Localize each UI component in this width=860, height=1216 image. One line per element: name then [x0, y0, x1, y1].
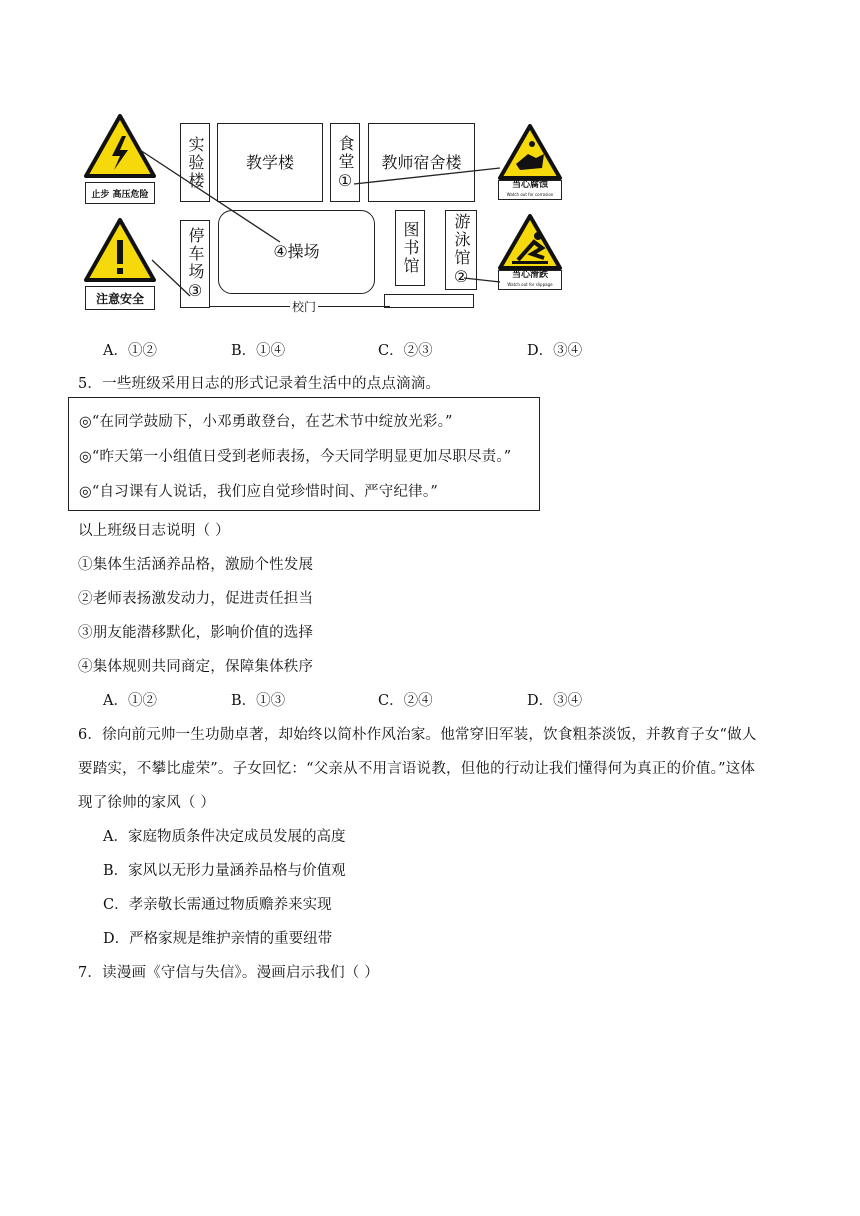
q6-stem-line: 6．徐向前元帅一生功勋卓著，却始终以简朴作风治家。他常穿旧军装，饮食粗茶淡饭，并教育子女“做人	[78, 727, 757, 743]
dorm-building: 教师宿舍楼	[368, 123, 475, 202]
slippery-label-en: Watch out for slippage	[507, 282, 553, 287]
playground: ④操场	[218, 210, 375, 294]
pool-mark: ②	[453, 267, 469, 286]
q6-option-b[interactable]: B．家风以无形力量涵养品格与价值观	[103, 863, 346, 879]
q5-option-a[interactable]: A．①②	[103, 693, 157, 709]
canteen-mark: ①	[337, 170, 353, 190]
q6-option-d[interactable]: D．严格家规是维护亲情的重要纽带	[103, 931, 333, 947]
q5-option-b[interactable]: B．①③	[231, 693, 286, 709]
pool-label: 游泳馆	[452, 213, 471, 267]
corrosion-label: 当心腐蚀	[511, 180, 548, 190]
q4-option-b[interactable]: B．①④	[231, 343, 286, 359]
q5-item: ①集体生活涵养品格，激励个性发展	[78, 557, 314, 573]
q5-option-c[interactable]: C．②④	[378, 693, 433, 709]
parking-mark: ③	[187, 281, 203, 300]
q4-option-c[interactable]: C．②③	[378, 343, 433, 359]
safety-caption: 注意安全	[85, 286, 155, 310]
canteen-label: 食堂	[336, 134, 355, 171]
connector-lines	[80, 110, 580, 320]
q4-option-d[interactable]: D．③④	[527, 343, 583, 359]
q5-stem: 5．一些班级采用日志的形式记录着生活中的点点滴滴。	[78, 376, 441, 392]
q4-option-a[interactable]: A．①②	[103, 343, 157, 359]
lab-building: 实验楼	[180, 123, 210, 202]
q5-option-d[interactable]: D．③④	[527, 693, 583, 709]
q5-item: ④集体规则共同商定，保障集体秩序	[78, 659, 314, 675]
slippery-label: 当心滑跌	[511, 270, 548, 280]
campus-map-figure	[80, 110, 580, 320]
parking-label: 停车场	[186, 227, 205, 281]
q6-stem-line: 现了徐帅的家风（ ）	[78, 795, 216, 811]
high-voltage-caption: 止步 高压危险	[85, 182, 155, 204]
library-building: 图书馆	[395, 210, 425, 286]
log-entry: ◎“昨天第一小组值日受到老师表扬，今天同学明显更加尽职尽责。”	[79, 449, 512, 465]
q6-option-a[interactable]: A．家庭物质条件决定成员发展的高度	[103, 829, 346, 845]
log-entry: ◎“自习课有人说话，我们应自觉珍惜时间、严守纪律。”	[79, 484, 438, 500]
teaching-building: 教学楼	[217, 123, 323, 202]
q6-option-c[interactable]: C．孝亲敬长需通过物质赡养来实现	[103, 897, 332, 913]
q5-item: ③朋友能潜移默化，影响价值的选择	[78, 625, 314, 641]
q6-stem-line: 要踏实，不攀比虚荣”。子女回忆：“父亲从不用言语说教，但他的行动让我们懂得何为真正的价值。”这体	[78, 761, 756, 777]
class-log-box	[68, 397, 540, 511]
log-entry: ◎“在同学鼓励下，小邓勇敢登台，在艺术节中绽放光彩。”	[79, 414, 453, 430]
q5-question: 以上班级日志说明（ ）	[78, 523, 230, 539]
q7-stem: 7．读漫画《守信与失信》。漫画启示我们（ ）	[78, 965, 379, 981]
gate-label: 校门	[292, 300, 317, 314]
q5-item: ②老师表扬激发动力，促进责任担当	[78, 591, 314, 607]
corrosion-label-en: Watch out for corrosion	[506, 192, 554, 197]
